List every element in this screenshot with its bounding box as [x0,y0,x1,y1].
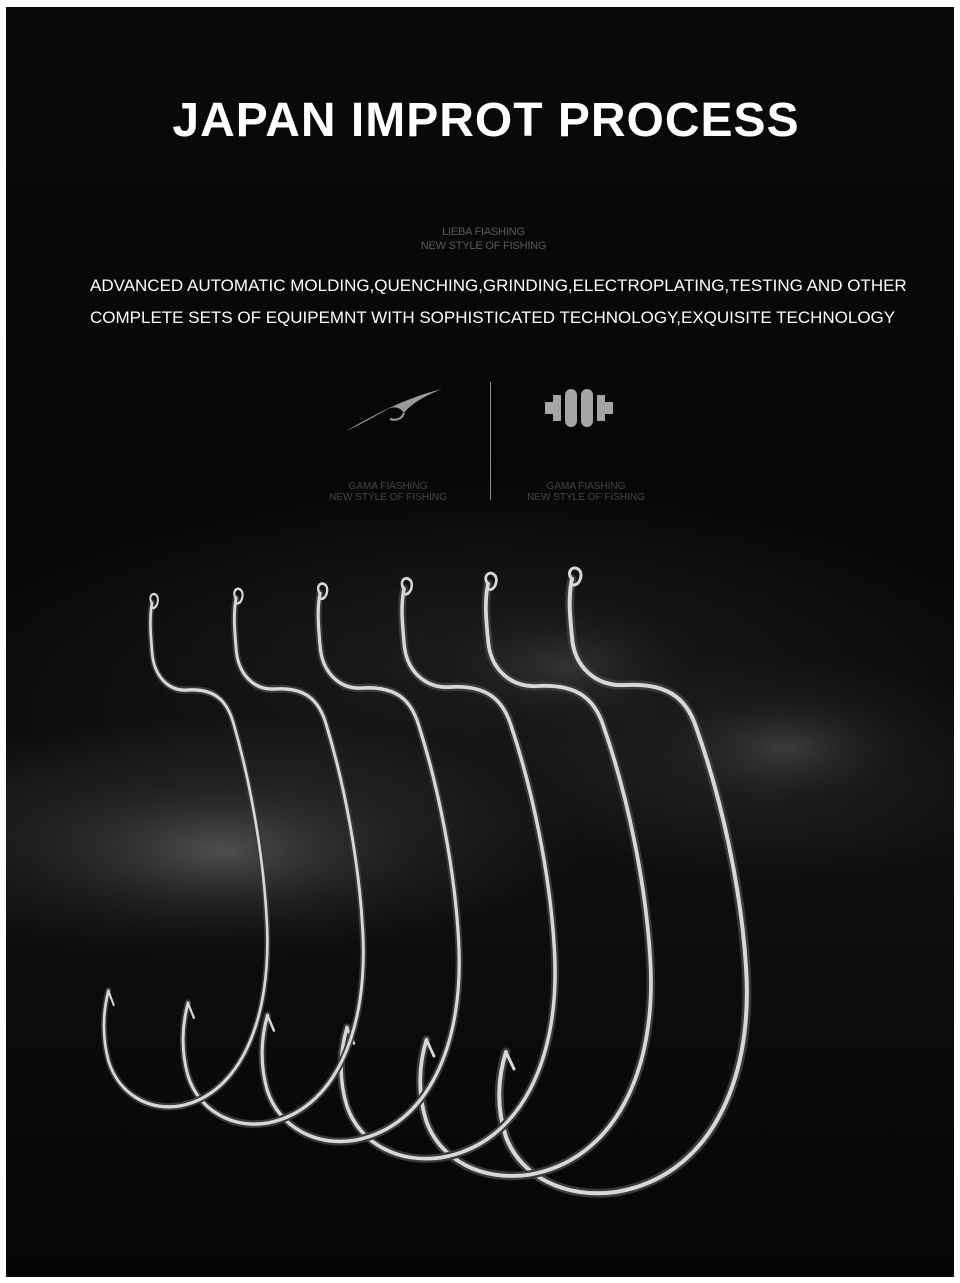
logo-divider [490,382,491,500]
logo-caption-brand: GAMA FIASHING [348,481,428,492]
logo-block-left [318,379,458,509]
hook-eye-logo-icon [516,379,656,449]
fishing-hooks-icon [6,7,954,1277]
brand-name: LIEBA FIASHING [442,226,525,238]
logo-caption-brand: GAMA FIASHING [546,481,626,492]
swoosh-hook-logo-icon [318,379,458,449]
logo-caption-slogan: NEW STYLE OF FISHING [527,492,645,503]
process-description: ADVANCED AUTOMATIC MOLDING,QUENCHING,GRINDING,ELECTROPLATING,TESTING AND OTHER COMPLETE SETS OF EQUIPEMNT WITH SOPHISTICATED TECHNOLOGY,EXQUISITE TECHNOLOGY [90,276,907,327]
logo-caption-slogan: NEW STYLE OF FISHING [329,492,447,503]
brand-slogan: NEW STYLE OF FISHING [420,240,547,252]
dark-banner-panel [6,7,954,1277]
logo-block-right [516,379,656,509]
page-title: JAPAN IMPROT PROCESS [172,94,800,147]
